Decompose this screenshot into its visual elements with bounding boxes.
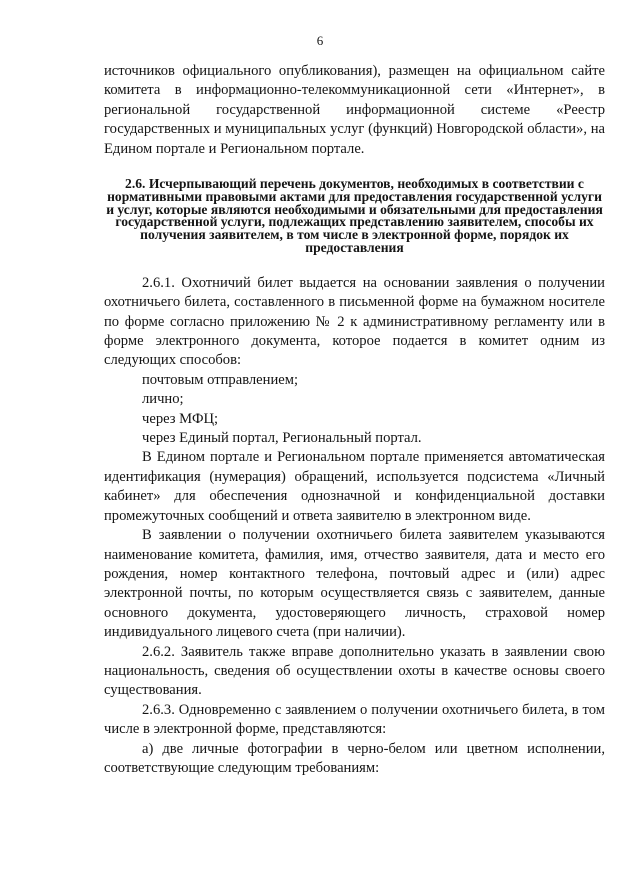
method-item: через Единый портал, Региональный портал. bbox=[142, 430, 422, 447]
document-body bbox=[104, 62, 605, 778]
paragraph-item-a: а) две личные фотографии в черно-белом или цветном исполнении, соответствующие следующим требованиям: bbox=[104, 740, 605, 776]
paragraph-2-6-2: 2.6.2. Заявитель также вправе дополнительно указать в заявлении свою национальность, сведения об осуществлении охоты в качестве основы своего существования. bbox=[104, 643, 605, 699]
paragraph-application-contents: В заявлении о получении охотничьего билета заявителем указываются наименование комитета, фамилия, имя, отчество заявителя, дата и место его рождения, номер контактного телефона, почтовый адрес и (или) адрес электронной почты, по которым осуществляется связь с заявителем, данные основного документа, удостоверяющего личность, страховой номер индивидуального лицевого счета (при наличии). bbox=[104, 527, 605, 641]
method-item: почтовым отправлением; bbox=[142, 371, 299, 388]
method-item: лично; bbox=[142, 391, 184, 408]
method-item: через МФЦ; bbox=[142, 410, 219, 427]
section-heading-2-6: 2.6. Исчерпывающий перечень документов, необходимых в соответствии с нормативными правовыми актами для предоставления государственной услуги и услуг, которые являются необходимыми и обязательными для предоставления государственной услуги, подлежащих представлению заявителем, способы их получения заявителем, в том числе в электронной форме, порядок их предоставления bbox=[106, 176, 603, 256]
intro-paragraph: источников официального опубликования), размещен на официальном сайте комитета в информационно-телекоммуникационной сети «Интернет», в региональной государственной информационной системе «Реестр государственных и муниципальных услуг (функций) Новгородской области», на Едином портале и Региональном портале. bbox=[104, 63, 605, 157]
paragraph-2-6-1: 2.6.1. Охотничий билет выдается на основании заявления о получении охотничьего билета, составленного в письменной форме на бумажном носителе по форме согласно приложению № 2 к административному регламенту или в форме электронного документа, которое подается в комитет одним из следующих способов: bbox=[104, 274, 605, 369]
paragraph-2-6-3: 2.6.3. Одновременно с заявлением о получении охотничьего билета, в том числе в электронной форме, представляются: bbox=[104, 701, 605, 738]
page-number: 6 bbox=[316, 33, 324, 48]
paragraph-portal: В Едином портале и Региональном портале применяется автоматическая идентификация (нумерация) обращений, используется подсистема «Личный кабинет» для обеспечения однозначной и конфиденциальной доставки промежуточных сообщений и ответа заявителю в электронном виде. bbox=[104, 449, 605, 524]
